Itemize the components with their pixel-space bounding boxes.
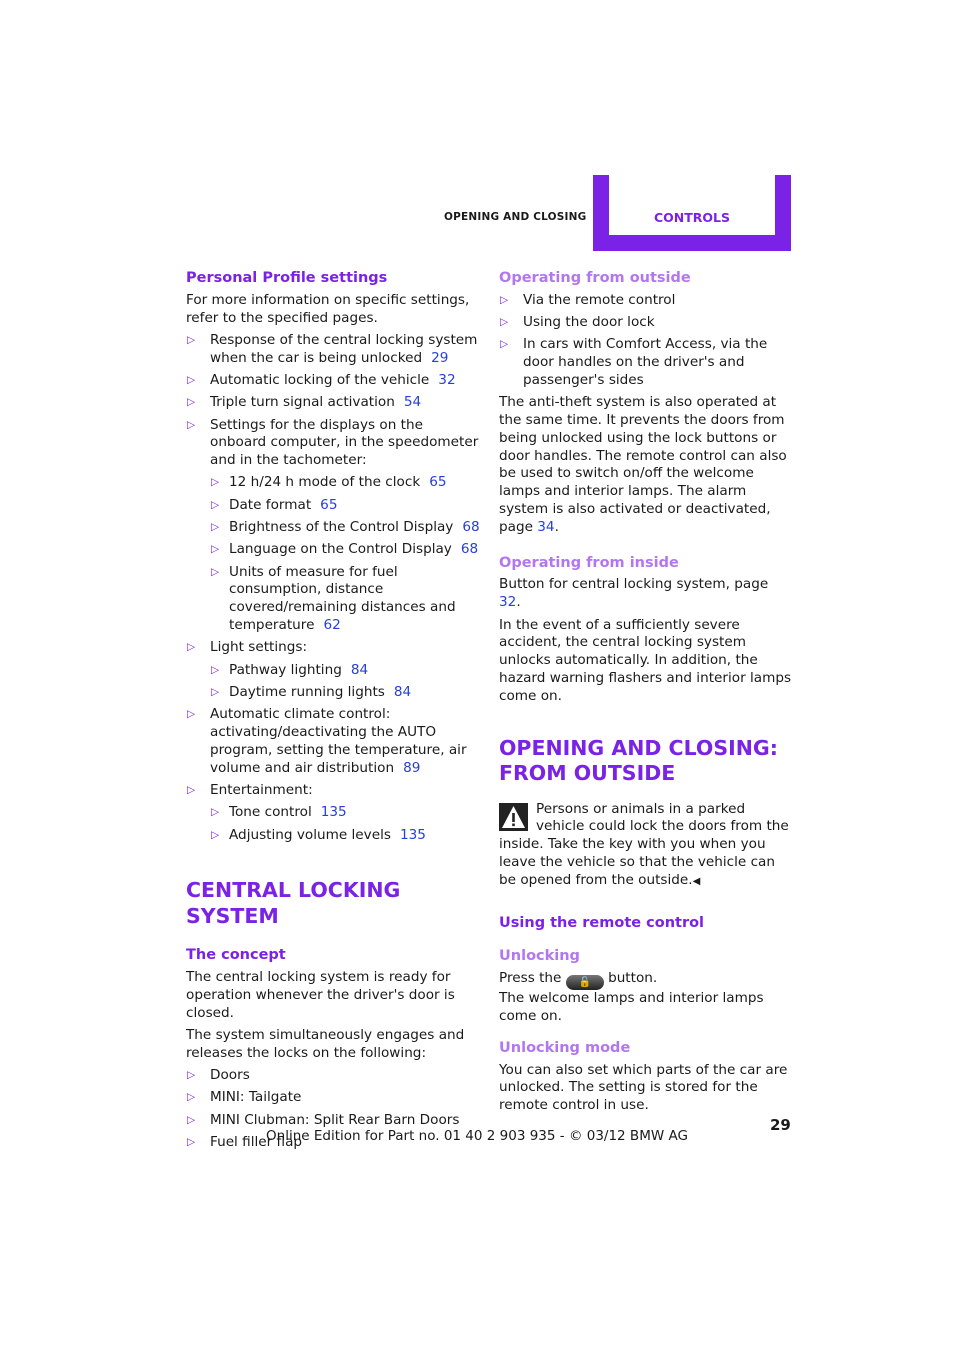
list-item: ▷ Date format 65 [210, 497, 481, 515]
list-item: ▷ Doors [186, 1067, 481, 1085]
personal-profile-heading: Personal Profile settings [186, 270, 388, 286]
list-item: ▷ Using the door lock [499, 314, 794, 332]
page-link[interactable]: 54 [403, 394, 422, 411]
left-column [186, 270, 481, 1156]
page-link[interactable]: 84 [350, 661, 369, 678]
unlock-button-icon: 🔓 [566, 975, 604, 990]
list-item: ▷ Settings for the displays on the onboard computer, in the speedometer and in the tachometer: ▷ 12 h/24 h mode of the clock 65 ▷ Date format 65 ▷ Brightness of the Control Display 68 ▷ Language on the Control Display 68 ▷ Units of measure for fuel consumption, distance covered/remaining distances and temperature 62 [186, 417, 481, 635]
operating-outside-heading: Operating from outside [499, 270, 691, 286]
page-link[interactable]: 32 [438, 371, 456, 388]
list-item: ▷ Entertainment: ▷ Tone control 135 ▷ Adjusting volume levels 135 [186, 782, 481, 844]
concept-paragraph: The system simultaneously engages and releases the locks on the following: [186, 1027, 465, 1061]
list-item: ▷ Daytime running lights 84 [210, 684, 481, 702]
list-item: ▷ 12 h/24 h mode of the clock 65 [210, 474, 481, 492]
page-link[interactable]: 84 [393, 683, 412, 700]
right-column [499, 270, 794, 1119]
personal-profile-list [186, 332, 481, 844]
page-link[interactable]: 34 [537, 518, 555, 535]
section-tab [593, 175, 791, 251]
warning-triangle-icon [499, 803, 528, 831]
list-item: ▷ In cars with Comfort Access, via the door handles on the driver's and passenger's sides [499, 336, 794, 389]
page-link[interactable]: 65 [429, 474, 447, 491]
list-item: ▷ Automatic climate control: activating/deactivating the AUTO program, setting the temperature, air volume and air distribution 89 [186, 706, 481, 777]
page-link[interactable]: 89 [403, 759, 421, 776]
list-item: ▷ Brightness of the Control Display 68 [210, 519, 481, 537]
list-item: ▷ Pathway lighting 84 [210, 662, 481, 680]
operating-outside-list [499, 292, 794, 390]
page-link[interactable]: 32 [499, 594, 517, 611]
unlocking-mode-heading: Unlocking mode [499, 1039, 631, 1056]
page-link[interactable]: 68 [462, 519, 480, 536]
personal-profile-intro: For more information on specific settings, refer to the specified pages. [186, 291, 470, 326]
page-link[interactable]: 62 [323, 617, 341, 634]
page-link[interactable]: 29 [431, 349, 449, 366]
page-link[interactable]: 68 [460, 541, 479, 558]
unlocking-paragraph: Press the 🔓 button. [499, 970, 658, 989]
list-item: ▷ Light settings: ▷ Pathway lighting 84 ▷ Daytime running lights 84 [186, 639, 481, 701]
page-link[interactable]: 65 [320, 496, 338, 513]
unlocking-paragraph: The welcome lamps and interior lamps come on. [499, 990, 764, 1024]
remote-control-heading: Using the remote control [499, 914, 705, 931]
list-item: ▷ Language on the Control Display 68 [210, 541, 481, 559]
inside-paragraph: Button for central locking system, page 32. [499, 576, 769, 611]
list-item: ▷ Adjusting volume levels 135 [210, 827, 481, 845]
concept-heading: The concept [186, 947, 286, 964]
display-settings-sublist [210, 474, 481, 634]
anti-theft-paragraph: The anti-theft system is also operated at the same time. It prevents the doors from being unlocked using the lock buttons or door handles. The remote control can also be used to switch on/off the welcome lamps and interior lamps. The alarm system is also activated or deactivated, page 34. [499, 394, 787, 535]
inside-paragraph: In the event of a sufficiently severe accident, the central locking system unlocks automatically. In addition, the hazard warning flashers and interior lamps come on. [499, 616, 792, 704]
list-item: ▷ Units of measure for fuel consumption, distance covered/remaining distances and temperature 62 [210, 564, 481, 635]
list-item: ▷ Automatic locking of the vehicle 32 [186, 372, 481, 390]
page-link[interactable]: 135 [399, 826, 426, 843]
list-item: ▷ MINI: Tailgate [186, 1089, 481, 1107]
warning-note: Persons or animals in a parked vehicle could lock the doors from the inside. Take the key with you when you leave the vehicle so that the vehicle can be opened from the outside.◀ [499, 800, 789, 888]
opening-closing-heading: OPENING AND CLOSING: FROM OUTSIDE [499, 735, 778, 786]
list-item: ▷ Fuel filler flap [186, 1134, 481, 1152]
central-locking-heading: CENTRAL LOCKING SYSTEM [186, 878, 401, 928]
list-item: ▷ Response of the central locking system when the car is being unlocked 29 [186, 332, 481, 368]
section-tab-label: CONTROLS [653, 210, 730, 225]
list-item: ▷ Triple turn signal activation 54 [186, 394, 481, 412]
list-item: ▷ Tone control 135 [210, 804, 481, 822]
list-item: ▷ MINI Clubman: Split Rear Barn Doors [186, 1112, 481, 1130]
entertainment-sublist [210, 804, 481, 844]
light-settings-sublist [210, 662, 481, 702]
running-header: OPENING AND CLOSING [444, 211, 587, 223]
operating-inside-heading: Operating from inside [499, 554, 679, 571]
footer-text: Online Edition for Part no. 01 40 2 903 935 - © 03/12 BMW AG [266, 1128, 688, 1144]
unlocking-mode-paragraph: You can also set which parts of the car are unlocked. The setting is stored for the remote control in use. [499, 1061, 788, 1114]
page-link[interactable]: 135 [320, 804, 347, 821]
end-mark-icon: ◀ [692, 875, 701, 887]
concept-paragraph: The central locking system is ready for operation whenever the driver's door is closed. [186, 969, 455, 1021]
page-number: 29 [770, 1116, 791, 1134]
list-item: ▷ Via the remote control [499, 292, 794, 310]
unlocking-heading: Unlocking [499, 948, 580, 965]
